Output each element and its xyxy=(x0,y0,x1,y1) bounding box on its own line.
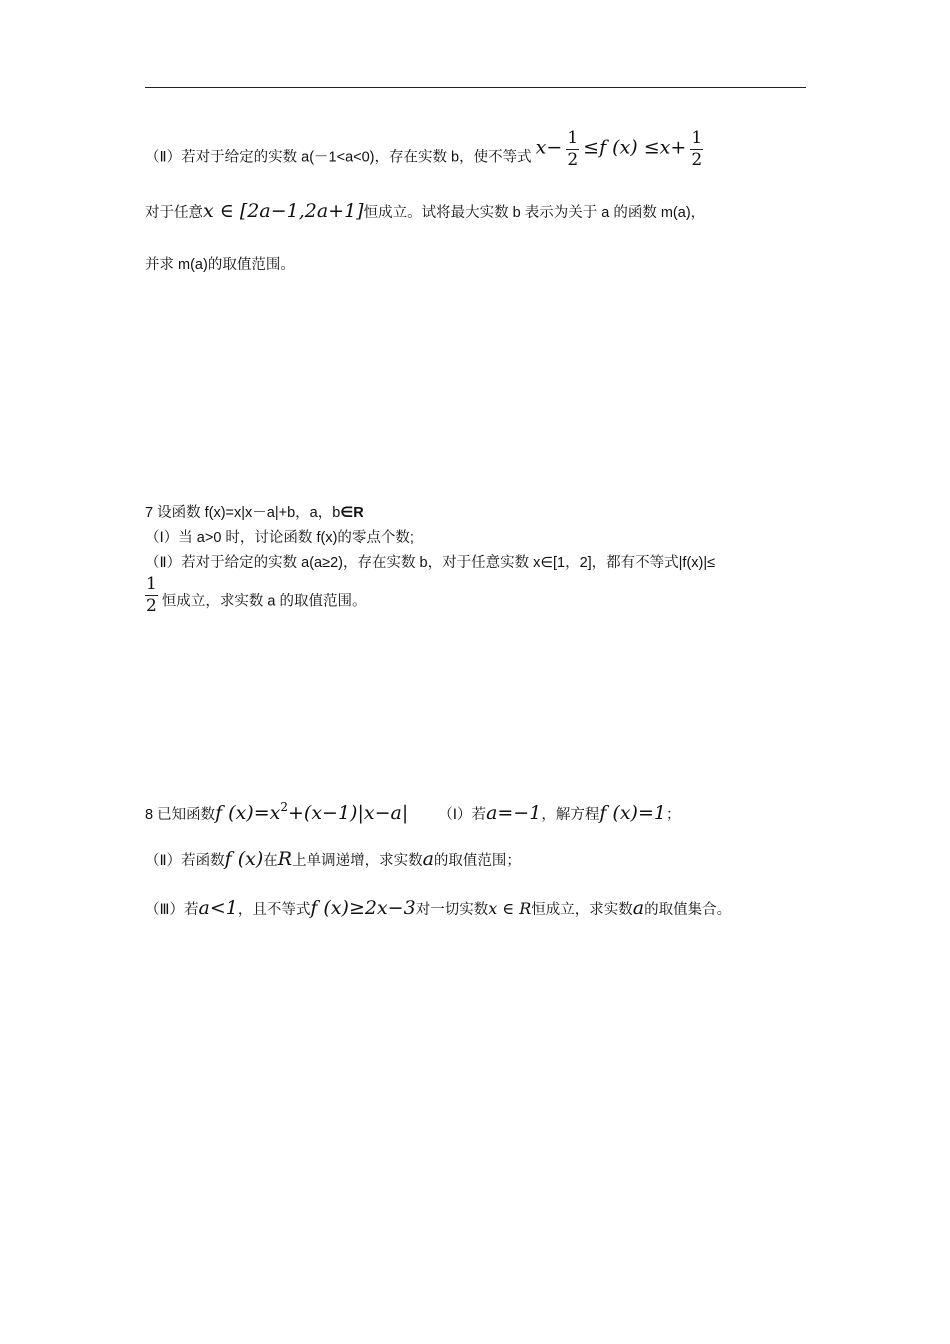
p7-frac: $\frac{1}{2}$ xyxy=(146,574,157,616)
p7-part1: （Ⅰ）当 a>0 时，讨论函数 f(x)的零点个数; xyxy=(145,530,414,546)
p8-function: f (x)=x xyxy=(215,802,281,824)
p6-ineq-mid: ≤f (x) ≤x+ xyxy=(583,136,687,159)
p6-part2-line2 xyxy=(145,200,705,222)
p8-part1-cond: a=−1 xyxy=(486,802,542,824)
p8-part2: （Ⅱ）若函数f (x)在R上单调递增，求实数a的取值范围； xyxy=(145,848,521,870)
p6-part2-line3: 并求 m(a)的取值范围。 xyxy=(145,257,295,273)
p6-part2-label: （Ⅱ）若对于给定的实数 a(－1<a<0)，存在实数 b，使不等式 xyxy=(145,149,532,166)
p6-part2-line1 xyxy=(145,130,703,169)
p7-part2: （Ⅱ）若对于给定的实数 a(a≥2)，存在实数 b，对于任意实数 x∈[1，2]，都有不等式|f(x)|≤ xyxy=(145,555,716,571)
p8-part3: （Ⅲ）若a<1，且不等式f (x)≥2x−3对一切实数x ∈ R恒成立，求实数a的取值集合。 xyxy=(145,897,732,919)
header-rule xyxy=(145,87,806,88)
p6-line2-b: 恒成立。试将最大实数 b 表示为关于 a 的函数 m(a)， xyxy=(363,205,706,221)
p8-part1-eq: f (x)=1 xyxy=(599,802,666,824)
p8-title-line: 8 已知函数f $(x)=x^2+(x-1)|x-a|$ （Ⅰ）若a=−1，解方程f (x)=1； xyxy=(145,800,681,824)
p6-ineq-left: x− xyxy=(535,136,563,159)
p7-title: 7 设函数 f(x)=x|x－a|+b，a，b∈R xyxy=(145,505,364,521)
p6-frac-1: $\frac{1}{2}$ xyxy=(567,128,579,170)
p7-part2-cont: $\frac{1}{2}$ 恒成立，求实数 a 的取值范围。 xyxy=(146,574,367,616)
p6-frac-2: $\frac{1}{2}$ xyxy=(691,128,703,170)
p6-interval: x ∈ [2a−1,2a+1] xyxy=(203,200,364,222)
p6-line2-a: 对于任意 xyxy=(145,205,203,221)
